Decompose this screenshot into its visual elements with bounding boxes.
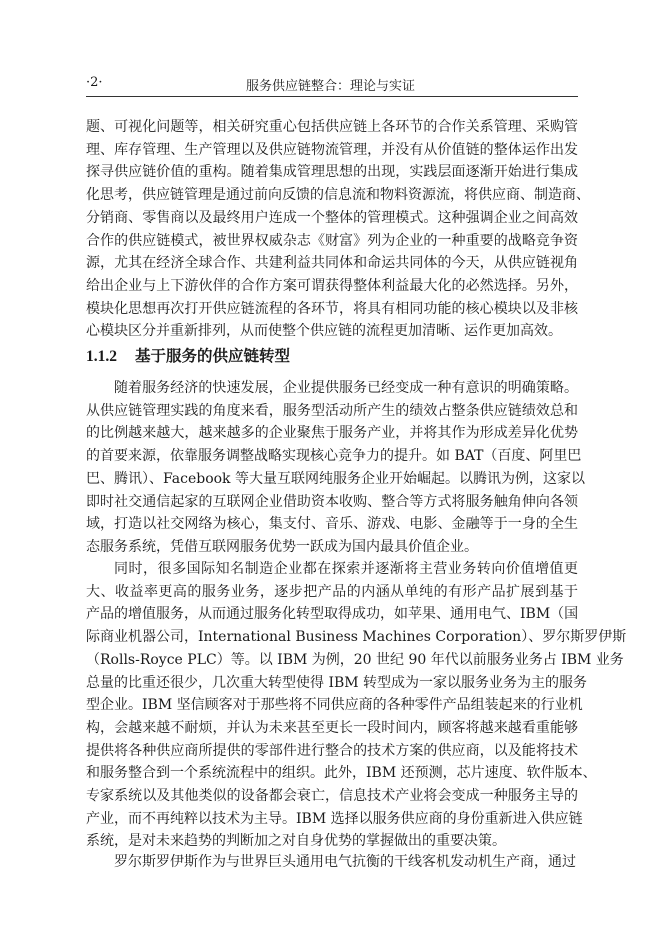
text-line: 型企业。IBM 坚信顾客对于那些将不同供应商的各种零件产品组装起来的行业机 — [86, 697, 583, 714]
text-line: 际商业机器公司，International Business Machines Corporation）、罗尔斯罗伊斯 — [86, 629, 627, 646]
text-line: 心模块区分并重新排列，从而使整个供应链的流程更加清晰、运作更加高效。 — [86, 323, 562, 340]
text-line: 即时社交通信起家的互联网企业借助资本收购、整合等方式将服务触角伸向各领 — [86, 493, 578, 510]
text-line: 巴、腾讯）、Facebook 等大量互联网纯服务企业开始崛起。以腾讯为例，这家以 — [86, 470, 585, 487]
text-line: 态服务系统，凭借互联网服务优势一跃成为国内最具价值企业。 — [86, 538, 478, 555]
text-line: 分销商、零售商以及最终用户连成一个整体的管理模式。这种强调企业之间高效 — [86, 209, 578, 226]
text-line: 同时，很多国际知名制造企业都在探索并逐渐将主营业务转向价值增值更 — [114, 561, 578, 577]
text-line: 产品的增值服务，从而通过服务化转型取得成功，如苹果、通用电气、IBM（国 — [86, 606, 579, 623]
page-number: ·2· — [86, 75, 103, 90]
text-line: 罗尔斯罗伊斯作为与世界巨头通用电气抗衡的干线客机发动机生产商，通过 — [114, 854, 576, 870]
text-line: 理、库存管理、生产管理以及供应链物流管理，并没有从价值链的整体运作出发 — [86, 141, 578, 158]
text-line: 提供将各种供应商所提供的零部件进行整合的技术方案的供应商，以及能将技术 — [86, 742, 578, 759]
header-rule — [86, 96, 578, 97]
text-line: 专家系统以及其他类似的设备都会衰亡，信息技术产业将会变成一种服务主导的 — [86, 788, 578, 804]
text-line: 模块化思想再次打开供应链流程的各环节，将具有相同功能的核心模块以及非核 — [86, 300, 578, 317]
text-line: （Rolls-Royce PLC）等。以 IBM 为例，20 世纪 90 年代以前服务业务占 IBM 业务 — [86, 651, 624, 668]
text-line: 系统，是对未来趋势的判断加之对自身优势的掌握做出的重要决策。 — [86, 833, 506, 850]
section-heading — [86, 344, 290, 366]
text-line: 探寻供应链价值的重构。随着集成管理思想的出现，实践层面逐渐开始进行集成 — [86, 164, 578, 181]
text-line: 构，会越来越不耐烦，并认为未来甚至更长一段时间内，顾客将越来越看重能够 — [86, 719, 578, 736]
text-line: 大、收益率更高的服务业务，逐步把产品的内涵从单纯的有形产品扩展到基于 — [86, 583, 578, 600]
text-line: 从供应链管理实践的角度来看，服务型活动所产生的绩效占整条供应链绩效总和 — [86, 402, 578, 419]
text-line: 随着服务经济的快速发展，企业提供服务已经变成一种有意识的明确策略。 — [114, 380, 578, 396]
text-line: 源，尤其在经济全球合作、共建利益共同体和命运共同体的今天，从供应链视角 — [86, 255, 578, 272]
text-line: 的比例越来越大，越来越多的企业聚焦于服务产业，并将其作为形成差异化优势 — [86, 425, 578, 442]
text-line: 合作的供应链模式，被世界权威杂志《财富》列为企业的一种重要的战略竞争资 — [86, 232, 578, 249]
text-line: 题、可视化问题等，相关研究重心包括供应链上各环节的合作关系管理、采购管 — [86, 119, 578, 135]
running-title: 服务供应链整合：理论与实证 — [245, 79, 415, 94]
text-line: 产业，而不再纯粹以技术为主导。IBM 选择以服务供应商的身份重新进入供应链 — [86, 810, 583, 827]
section-title: 基于服务的供应链转型 — [135, 348, 291, 365]
section-number: 1.1.2 — [86, 348, 117, 365]
text-line: 化思考，供应链管理是通过前向反馈的信息流和物料资源流，将供应商、制造商、 — [86, 187, 590, 204]
text-line: 给出企业与上下游伙伴的合作方案可谓获得整体利益最大化的必然选择。另外， — [86, 277, 578, 294]
text-line: 和服务整合到一个系统流程中的组织。此外，IBM 还预测，芯片速度、软件版本、 — [86, 765, 597, 782]
text-line: 的首要来源，依靠服务调整战略实现核心竞争力的提升。如 BAT（百度、阿里巴 — [86, 448, 582, 465]
text-line: 总量的比重还很少，几次重大转型使得 IBM 转型成为一家以服务业务为主的服务 — [86, 674, 588, 691]
text-line: 域，打造以社交网络为核心，集支付、音乐、游戏、电影、金融等于一身的全生 — [86, 516, 578, 533]
